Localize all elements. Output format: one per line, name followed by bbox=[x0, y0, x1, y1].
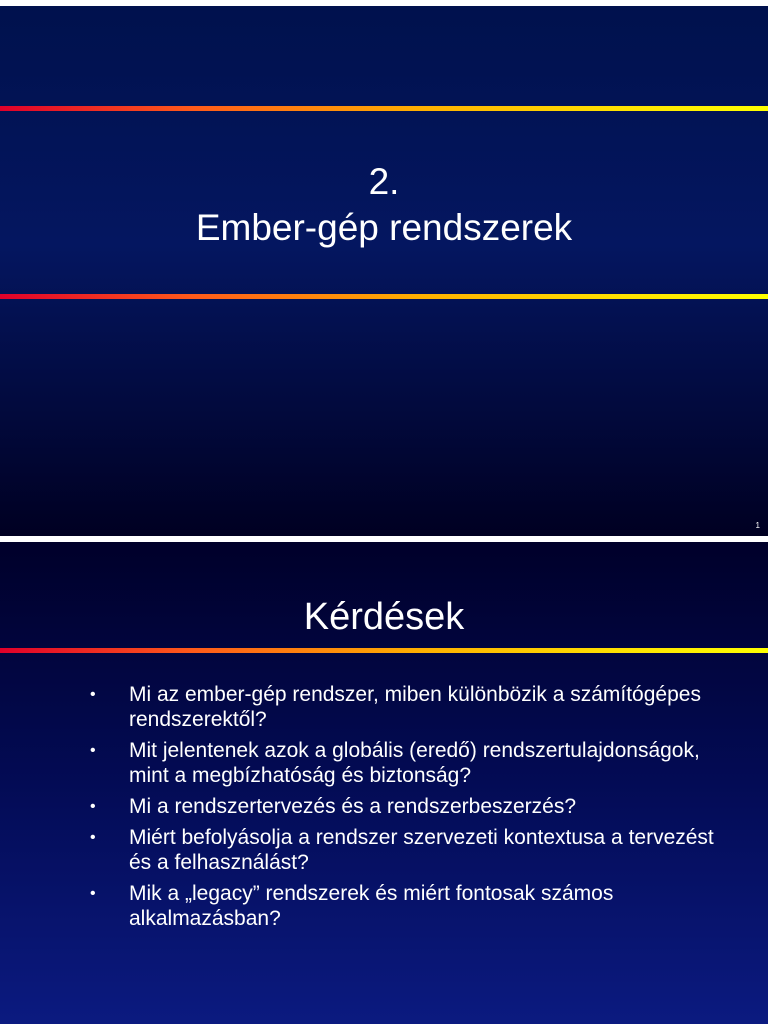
bullet-icon: • bbox=[90, 885, 96, 902]
list-item bbox=[86, 825, 726, 875]
title-gradient-rule bbox=[0, 648, 768, 653]
list-item-text: Mit jelentenek azok a globális (eredő) rendszertulajdonságok, mint a megbízhatóság és biztonság? bbox=[129, 739, 700, 787]
list-item bbox=[86, 881, 726, 931]
list-item bbox=[86, 794, 726, 819]
top-gradient-rule bbox=[0, 106, 768, 111]
slide-title: Kérdések bbox=[303, 596, 465, 638]
bottom-gradient-rule bbox=[0, 294, 768, 299]
slide-title: Ember-gép rendszerek bbox=[195, 207, 573, 248]
list-item-text: Mik a „legacy” rendszerek és miért fontosak számos alkalmazásban? bbox=[129, 882, 614, 930]
bullet-icon: • bbox=[90, 742, 96, 759]
slide-2 bbox=[0, 542, 768, 1024]
bullet-icon: • bbox=[90, 829, 96, 846]
bullet-icon: • bbox=[90, 686, 96, 703]
question-list bbox=[86, 682, 726, 937]
list-item-text: Mi az ember-gép rendszer, miben különbözik a számítógépes rendszerektől? bbox=[129, 683, 701, 731]
bullet-icon: • bbox=[90, 798, 96, 815]
page-number: 1 bbox=[755, 521, 760, 530]
list-item bbox=[86, 738, 726, 788]
slide-1 bbox=[0, 6, 768, 536]
list-item-text: Mi a rendszertervezés és a rendszerbeszerzés? bbox=[129, 795, 577, 818]
list-item-text: Miért befolyásolja a rendszer szervezeti kontextusa a tervezést és a felhasználást? bbox=[129, 826, 714, 874]
slide-number: 2. bbox=[368, 161, 400, 202]
list-item bbox=[86, 682, 726, 732]
